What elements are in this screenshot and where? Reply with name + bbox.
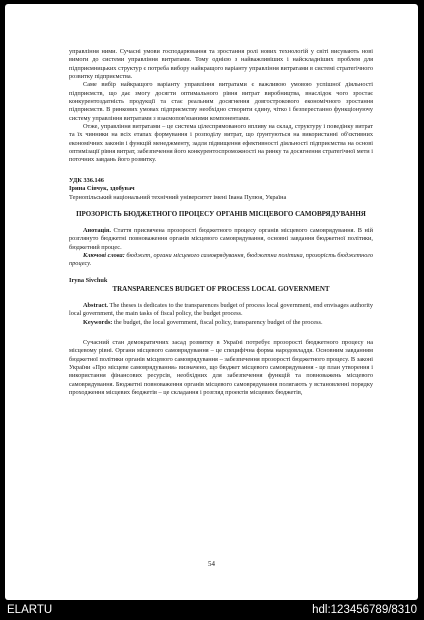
paragraph: Саме вибір найкращого варіанту управління витратами є важливою умовою успішної діяльності підприємств, що дає змогу досягти оптимального рівня витрат виробництва, внаслідок чого зростає конкурентоздатність продукції та стає реальним досягнення довгострокового економічного зростання підприємств. В ринкових умовах підприємству необхідно створити єдину, чітко і безперестанно функціонуючу систему управління витратами з взаємопов'язаними компонентами. [69,81,373,122]
author-name-en: Iryna Sivchuk [69,276,108,284]
article-title-en: TRANSPARENCES BUDGET OF PROCESS LOCAL GOVERNMENT [112,284,330,293]
keywords-en [69,319,373,327]
paragraph: управління ними. Сучасні умови господарювання та зростання ролі нових технологій у світі висувають нові вимоги до системи управління витратами. Тому однією з найважливіших і найскладніших проблем для підприємницьких структур є потреба вибору найкращого варіанту управління витратами в системі стратегічного розвитку підприємства. [69,48,373,81]
handle-id: hdl:123456789/8310 [312,604,417,616]
page-content [69,48,373,397]
keywords-ua [69,252,373,269]
author-affiliation: Тернопільський національний технічний університет імені Івана Пулюя, Україна [69,193,287,201]
udk-code: УДК 336.146 [69,176,104,184]
abstract-en-label: Abstract. [83,301,109,309]
abstract-en-text: The theses is dedicates to the transparences budget of process local government, end envisages authority local government, the main tasks of fiscal policy, the budget process. [69,301,373,318]
keywords-ua-text: бюджет, органи місцевого самоврядування, бюджетна політика, прозорість бюджетного процесу. [69,251,374,268]
author-name: Ірина Сівчук, здобувач [69,185,135,193]
keywords-en-text: the budget, the local government, fiscal policy, transparency budget of the process. [113,318,323,326]
page-number: 54 [208,560,215,568]
article-title-ua: ПРОЗОРІСТЬ БЮДЖЕТНОГО ПРОЦЕСУ ОРГАНІВ МІСЦЕВОГО САМОВРЯДУВАННЯ [76,209,366,218]
paragraph: Сучасний стан демократичних засад розвитку в Україні потребує прозорості бюджетного процесу на місцевому рівні. Органи місцевого самоврядування – це специфічна форма народовладдя. Основним завданням бюджетної політики органів місцевого самоврядування – забезпечення прозорості бюджетного процесу. В законі України «Про місцеве самоврядування» визначено, що бюджет місцевого самоврядування - це план утворення і використання фінансових ресурсів, необхідних для забезпечення функцій та повноважень місцевого самоврядування. Бюджетні повноваження органів місцевого самоврядування полягають у встановленні порядку проходження місцевих бюджетів – це складання і розгляд проектів місцевих бюджетів, [69,338,373,396]
repository-name: ELARTU [7,604,53,616]
abstract-ua-text: Стаття присвячена прозорості бюджетного процесу органів місцевого самоврядування. В ній розглянуто бюджетні повноваження органів місцевого самоврядування, основні завдання бюджетної політики, бюджетний процес. [69,226,374,251]
abstract-ua-label: Анотація. [83,226,111,234]
document-page [5,4,418,600]
abstract-en [69,302,373,319]
keywords-ua-label: Ключові слова: [83,251,125,259]
paragraph: Отже, управління витратами – це система цілеспрямованого впливу на склад, структуру і поведінку витрат та їх чинники на всіх етапах формування і розподілу витрат, що ґрунтуються на використанні об'єктивних економічних законів і функцій менеджменту, задля підвищення ефективності діяльності підприємства на основі оптимізації рівня витрат, забезпечення його конкурентоспроможності на ринку та досягнення стратегічної мети і поточних завдань його розвитку. [69,123,373,164]
abstract-ua [69,227,373,252]
keywords-en-label: Keywords: [83,318,113,326]
repository-footer [0,600,424,620]
